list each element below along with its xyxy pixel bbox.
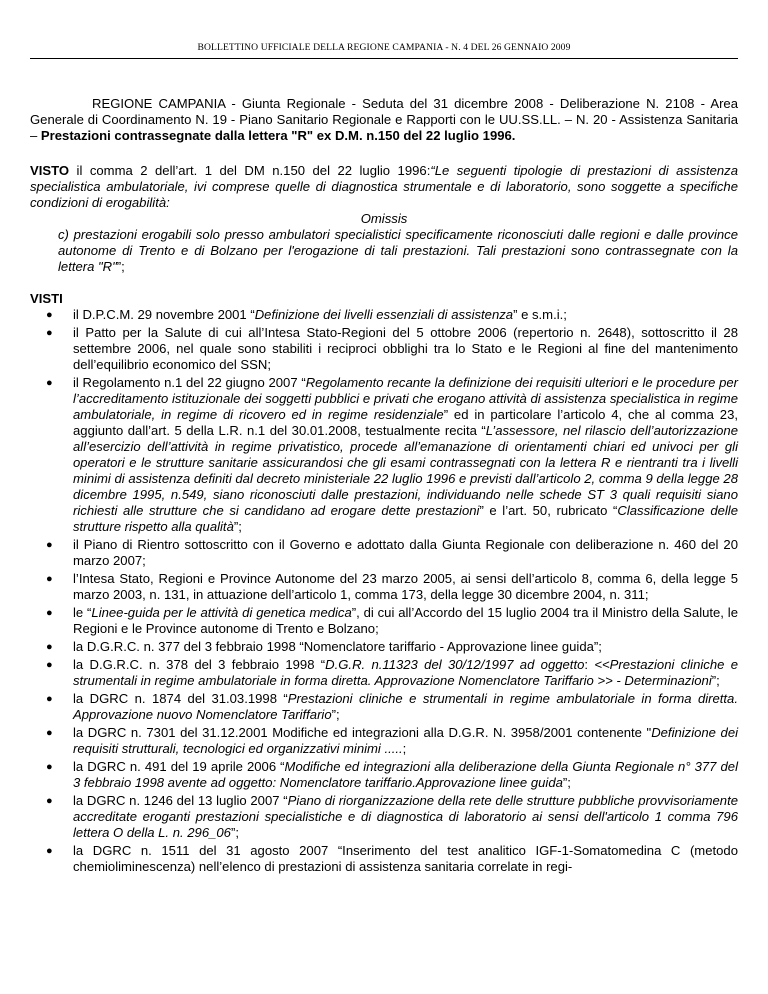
visti-item-text: ; [402, 741, 407, 756]
omissis: Omissis [360, 211, 408, 226]
visto-item-c-end: ”; [116, 259, 125, 274]
visti-item-text: il Regolamento n.1 del 22 giugno 2007 “ [73, 375, 306, 390]
bullet-icon: ● [46, 573, 53, 585]
bullet-icon: ● [46, 641, 53, 653]
visti-item-text: il Patto per la Salute di cui all’Intesa Stato-Regioni del 5 ottobre 2006 (repertorio n. 2648), sottoscritto il 28 settembre 2006, nel quale sono stabiliti i reciproci obblighi tra lo Stato e le Regioni al fine del mantenimento dell’equilibrio economico del SSN; [73, 325, 738, 372]
title-subject: Prestazioni contrassegnate dalla lettera "R" ex D.M. n.150 del 22 luglio 1996. [40, 128, 516, 143]
bullet-icon: ● [46, 309, 53, 321]
visti-item-text: ”, di cui all’Accordo del 15 luglio 2004 tra il Ministro della Salute, le Regioni e le Province autonome di Trento e Bolzano; [73, 605, 738, 636]
visto-item-c-text: c) prestazioni erogabili solo presso ambulatori specialistici specificamente riconosciuti dalle regioni e dalle province autonome di Trento e di Bolzano per l'erogazione di tali prestazioni. Tali prestazioni sono contrassegnate con la lettera "R" [58, 227, 738, 274]
visti-item-text: Prestazioni cliniche e strumentali in regime ambulatoriale in forma diretta. Approvazione nuovo Nomenclatore Tariffario [73, 691, 738, 722]
visto-intro: il comma 2 dell’art. 1 del DM n.150 del 22 luglio 1996: [69, 163, 431, 178]
visto-quote-start: “Le seguenti tipologie di prestazioni di assistenza specialistica ambulatoriale, ivi comprese quelle di diagnostica strumentale e di laboratorio, sono soggette a specifiche condizioni di erogabilità: [30, 163, 738, 210]
header-rule [30, 58, 738, 59]
visti-item-text: Linee-guida per le attività di genetica medica [91, 605, 352, 620]
visti-item-text: ”; [233, 519, 242, 534]
visti-item-text: Piano di riorganizzazione della rete delle strutture pubbliche provvisoriamente accreditate eroganti prestazioni specialistiche e di diagnostica di laboratorio ai sensi dell'articolo 1 comma 796 lettera O della L. n. 296_06 [73, 793, 738, 840]
visti-label: VISTI [30, 291, 63, 306]
visti-item-text: le “ [73, 605, 92, 620]
visti-item-text: Definizione dei requisiti strutturali, tecnologici ed organizzativi minimi ..... [73, 725, 739, 756]
bullet-icon: ● [46, 659, 53, 671]
visti-item [30, 375, 738, 535]
visti-item [30, 307, 738, 323]
visto-section [30, 163, 738, 275]
visti-item-text: Classificazione delle strutture rispetto alla qualità [73, 503, 738, 534]
visti-item [30, 691, 738, 723]
visto-paragraph [30, 163, 738, 211]
visti-list [30, 307, 738, 875]
visti-item [30, 325, 738, 373]
visti-item [30, 759, 738, 791]
visti-item [30, 843, 738, 875]
visti-item [30, 605, 738, 637]
bulletin-header: BOLLETTINO UFFICIALE DELLA REGIONE CAMPANIA - N. 4 DEL 26 GENNAIO 2009 [197, 42, 571, 53]
visti-item-text: la D.G.R.C. n. 377 del 3 febbraio 1998 “Nomenclatore tariffario - Approvazione linee guida”; [73, 639, 602, 654]
visti-item-text: ” ed in particolare l’articolo 4, che al comma 23, aggiunto dall’art. 5 della L.R. n.1 del 30.01.2008, testualmente recita “ [73, 407, 738, 438]
visti-item [30, 657, 738, 689]
visti-item-text: il Piano di Rientro sottoscritto con il Governo e adottato dalla Giunta Regionale con deliberazione n. 460 del 20 marzo 2007; [73, 537, 738, 568]
bullet-icon: ● [46, 377, 53, 389]
deliberation-title [30, 96, 738, 144]
visti-item-text: L’assessore, nel rilascio dell’autorizzazione all’esercizio dell’attività in regime privatistico, procede all’emanazione di orientamenti chiari ed univoci per gli operatori e le strutture sanitarie assicurandosi che gli esami contrassegnati con la lettera R e rientranti tra i livelli minimi di assistenza definiti dal decreto ministeriale 22 luglio 1996 e previsti dall’articolo 2, comma 9 della legge 28 dicembre 1995, n.549, siano riconosciuti dalle prestazioni, individuando nelle schede ST 3 quali requisiti siano richiesti alle strutture che si candidano ad erogare dette prestazioni [73, 423, 738, 518]
bullet-icon: ● [46, 539, 53, 551]
visti-item-text: ”; [331, 707, 340, 722]
visti-item-text: ”; [711, 673, 720, 688]
visti-item-text: ”; [230, 825, 239, 840]
visti-item-text: la DGRC n. 7301 del 31.12.2001 Modifiche ed integrazioni alla D.G.R. N. 3958/2001 contenente " [73, 725, 652, 740]
visti-item-text: : [584, 657, 595, 672]
visti-item-text: la D.G.R.C. n. 378 del 3 febbraio 1998 “ [73, 657, 326, 672]
bullet-icon: ● [46, 327, 53, 339]
visto-label: VISTO [30, 163, 70, 178]
bullet-icon: ● [46, 761, 53, 773]
visti-item-text: la DGRC n. 1874 del 31.03.1998 “ [73, 691, 288, 706]
visti-item-text: il D.P.C.M. 29 novembre 2001 “ [73, 307, 255, 322]
visti-item-text: D.G.R. n.11323 del 30/12/1997 ad oggetto [325, 657, 585, 672]
visti-item [30, 537, 738, 569]
visti-item-text: la DGRC n. 1246 del 13 luglio 2007 “ [73, 793, 288, 808]
bullet-icon: ● [46, 727, 53, 739]
visti-item-text: <<Prestazioni cliniche e strumentali in regime ambulatoriale in forma diretta. Approvazione Nomenclatore Tariffario >> - Determinazioni [73, 657, 738, 688]
visti-item-text: l’Intesa Stato, Regioni e Province Autonome del 23 marzo 2005, ai sensi dell’articolo 8, comma 6, della legge 5 marzo 2003, n. 131, in attuazione dell’articolo 1, comma 173, della legge 30 dicembre 2004, n. 311; [73, 571, 738, 602]
visti-item [30, 793, 738, 841]
visti-item-text: ”; [562, 775, 571, 790]
bullet-icon: ● [46, 693, 53, 705]
visti-item-text: Modifiche ed integrazioni alla deliberazione della Giunta Regionale n° 377 del 3 febbraio 1998 avente ad oggetto: Nomenclatore tariffario.Approvazione linee guida [73, 759, 738, 790]
bullet-icon: ● [46, 607, 53, 619]
visti-item-text: la DGRC n. 1511 del 31 agosto 2007 “Inserimento del test analitico IGF-1-Somatomedina C (metodo chemioliminescenza) nell’elenco di prestazioni di assistenza sanitaria correlate in regi- [73, 843, 738, 874]
visti-item [30, 639, 738, 655]
title-text: REGIONE CAMPANIA - Giunta Regionale - Seduta del 31 dicembre 2008 - Deliberazione N. 2108 - Area Generale di Coordinamento N. 19 - Piano Sanitario Regionale e Rapporti con le UU.SS.LL. – N. 20 - Assistenza Sanitaria – [30, 96, 738, 143]
bullet-icon: ● [46, 845, 53, 857]
bullet-icon: ● [46, 795, 53, 807]
document-body [30, 96, 738, 877]
visti-item-text: Regolamento recante la definizione dei requisiti ulteriori e le procedure per l’accreditamento istituzionale dei soggetti pubblici e privati che erogano attività di assistenza specialistica in regime ambulatoriale, in regime di ricovero ed in regime residenziale [73, 375, 738, 422]
visti-item-text: Definizione dei livelli essenziali di assistenza [254, 307, 514, 322]
visti-item-text: ” e l’art. 50, rubricato “ [479, 503, 618, 518]
visti-item-text: la DGRC n. 491 del 19 aprile 2006 “ [73, 759, 285, 774]
visti-item [30, 571, 738, 603]
visto-item-c [58, 227, 738, 275]
visti-item [30, 725, 738, 757]
visti-item-text: ” e s.m.i.; [513, 307, 567, 322]
